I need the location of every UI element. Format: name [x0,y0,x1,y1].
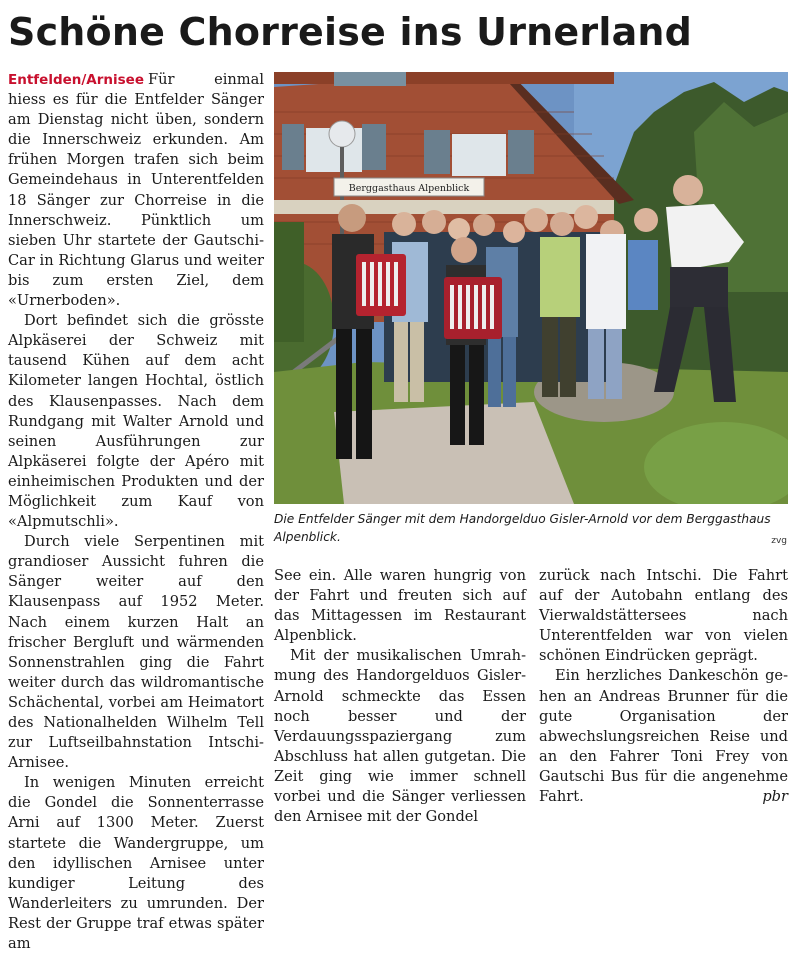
author-signature: pbr [762,788,788,806]
article-paragraph: Mit der musikalischen Umrahmung des Handorgelduos Gisler-Arnold schmeckte das Essen noch besser und der Verdauungsspaziergang zum Abschluss hat allen gutgetan. Die Zeit ging wie immer schnell vorbei und die Sänger verliessen den Arnisee mit der Gondel [274,647,526,826]
photo-caption: Die Entfelder Sänger mit dem Handorgelduo Gisler-Arnold vor dem Berggasthaus Alpenblick. [274,512,771,544]
article-column-1 [8,70,264,954]
article-paragraph: In wenigen Minuten erreicht die Gondel die Sonnenterrasse Arni auf 1300 Meter. Zuerst startete die Wandergruppe, um den idyllischen Arnisee unter kundiger Leitung des Wanderleiters zu umrunden. Der Rest der Gruppe traf etwas später am [8,774,264,953]
article-photo [274,72,788,504]
article-paragraph [8,70,264,311]
article-dateline: Entfelden/Arnisee [8,72,144,88]
paragraph-text: Ein herzliches Dankeschön gehen an Andreas Brunner für die gute Organisation der abwechslungsreichen Reise und an den Fahrer Toni Frey von Gautschi Bus für die angenehme Fahrt. [539,667,788,806]
article-column-2 [274,566,526,827]
article-column-3 [539,566,788,807]
article-paragraph: Durch viele Serpentinen mit grandioser Aussicht fuhren die Sänger weiter auf den Klausenpass auf 1952 Meter. Nach einem kurzen Halt an frischer Bergluft und wärmenden Sonnenstrahlen ging die Fahrt weiter durch das wildromantische Schächental, vorbei am Heimatort des Nationalhelden Wilhelm Tell zur Luftseilbahnstation Intschi-Arnisee. [8,533,264,772]
photo-credit: zvg [771,536,787,546]
paragraph-text: Für einmal hiess es für die Entfelder Sänger am Dienstag nicht üben, sondern die Innerschweiz erkunden. Am frühen Morgen trafen sich beim Gemeindehaus in Unterentfelden 18 Sänger zur Chorreise in die Innerschweiz. Pünktlich um sieben Uhr startete der Gautschi-Car in Richtung Glarus und weiter bis zum ersten Ziel, dem «Urnerboden». [8,71,264,310]
article-paragraph [539,666,788,807]
article-paragraph: See ein. Alle waren hungrig von der Fahrt und freuten sich auf das Mittagessen im Restaurant Alpenblick. [274,567,526,645]
article-paragraph: zurück nach Intschi. Die Fahrt auf der Autobahn entlang des Vierwaldstättersees nach Unterentfelden war von vielen schönen Eindrücken geprägt. [539,567,788,665]
article-headline: Schöne Chorreise ins Urnerland [8,10,693,54]
photo-sign-text: Berggasthaus Alpenblick [348,183,470,194]
article-paragraph: Dort befindet sich die grösste Alpkäserei der Schweiz mit tausend Kühen auf dem acht Kilometer langen Hochtal, östlich des Klausenpasses. Nach dem Rundgang mit Walter Arnold und seinen Ausführungen zur Alpkäserei folgte der Apéro mit einheimischen Produkten und der Möglichkeit zum Kauf von «Alpmutschli». [8,312,264,531]
